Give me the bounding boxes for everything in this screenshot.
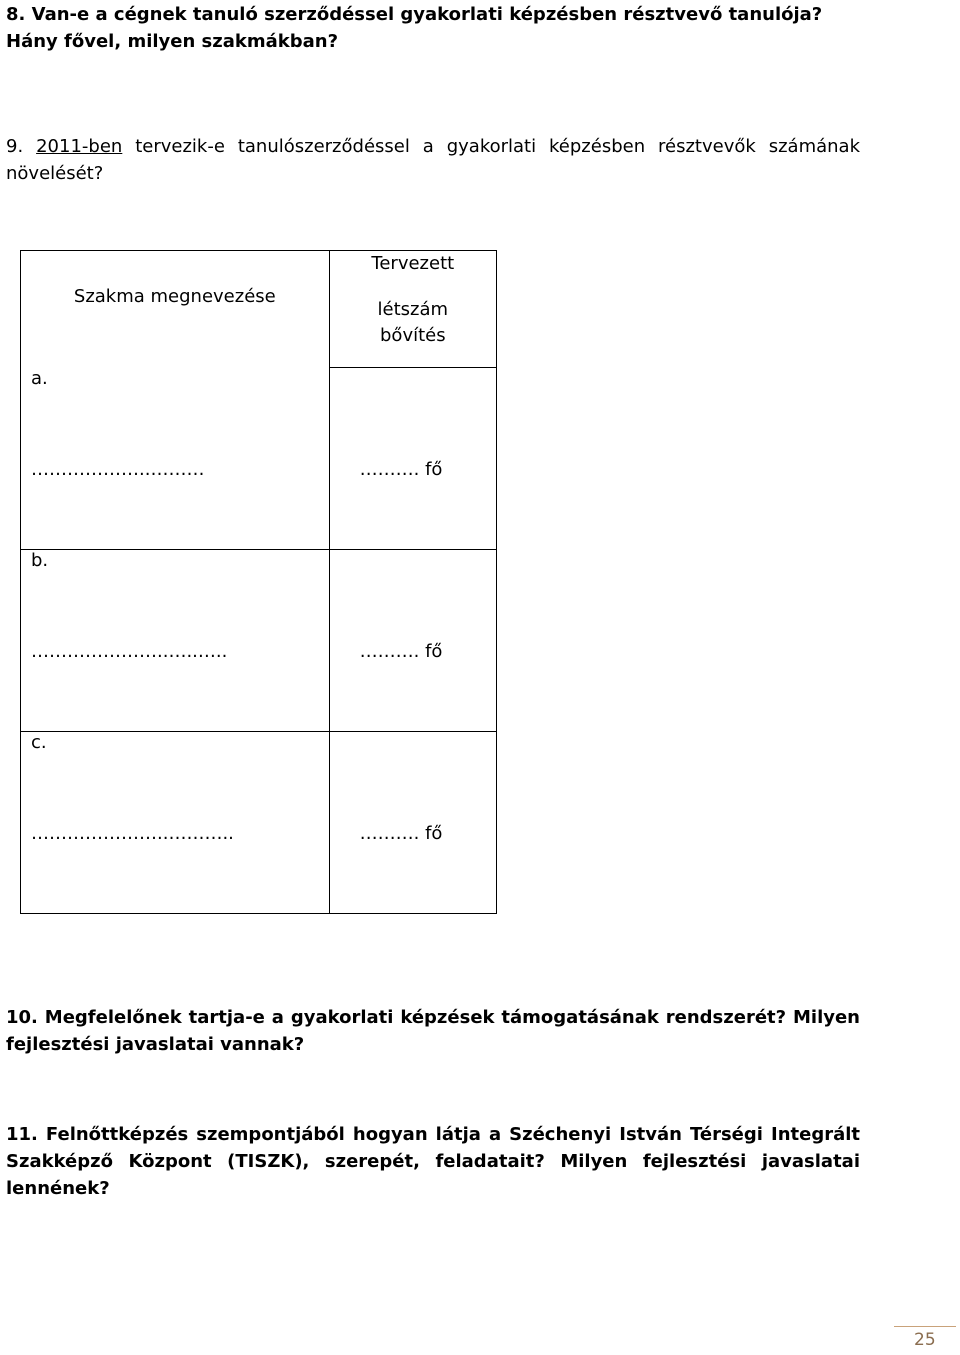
question-11: 11. Felnőttképzés szempontjából hogyan látja a Széchenyi István Térségi Integrált Szakképző Központ (TISZK), szerepét, feladatait? Milyen fejlesztési javaslatai lennének? — [6, 1124, 860, 1199]
question-9-year: 2011-ben — [36, 136, 123, 157]
table-row — [21, 550, 497, 732]
planned-headcount-table — [20, 250, 497, 914]
table-row — [21, 732, 497, 914]
question-10: 10. Megfelelőnek tartja-e a gyakorlati képzések támogatásának rendszerét? Milyen fejlesztési javaslatai vannak? — [6, 1007, 860, 1055]
profession-cell-c[interactable] — [21, 732, 330, 914]
headcount-blank-a: ………. fő — [359, 459, 443, 480]
footer-rule — [894, 1326, 956, 1327]
question-8-line1: 8. Van-e a cégnek tanuló szerződéssel gyakorlati képzésben résztvevő tanulója? — [6, 4, 823, 25]
row-label-c: c. — [31, 732, 47, 753]
header-profession-label: Szakma megnevezése — [73, 286, 276, 307]
row-label-a: a. — [31, 367, 48, 389]
header-planned-increase — [329, 251, 496, 368]
question-9 — [6, 133, 860, 187]
table-header-row — [21, 251, 497, 368]
question-9-text: tervezik-e tanulószerződéssel a gyakorlati képzésben résztvevők számának növelését? — [6, 136, 860, 184]
profession-blank-b: …………………..…..….. — [31, 641, 228, 662]
headcount-blank-c: ………. fő — [359, 823, 443, 844]
header-planned-label: Tervezett — [371, 253, 455, 274]
header-profession — [21, 251, 330, 368]
headcount-blank-b: ………. fő — [359, 641, 443, 662]
profession-blank-a: ………………..……… — [31, 458, 205, 480]
header-headcount-label: létszám bővítés — [377, 299, 449, 346]
question-8 — [6, 1, 906, 55]
headcount-cell-b[interactable] — [329, 550, 496, 732]
profession-cell-a[interactable] — [21, 368, 330, 550]
profession-cell-b[interactable] — [21, 550, 330, 732]
page-number: 25 — [914, 1330, 936, 1350]
question-8-line2: Hány fővel, milyen szakmákban? — [6, 31, 339, 52]
question-9-number: 9. — [6, 136, 37, 157]
headcount-cell-a[interactable] — [329, 368, 496, 550]
headcount-cell-c[interactable] — [329, 732, 496, 914]
table-row — [21, 368, 497, 550]
profession-blank-c: …………………..……….. — [31, 823, 234, 844]
row-label-b: b. — [31, 550, 49, 571]
